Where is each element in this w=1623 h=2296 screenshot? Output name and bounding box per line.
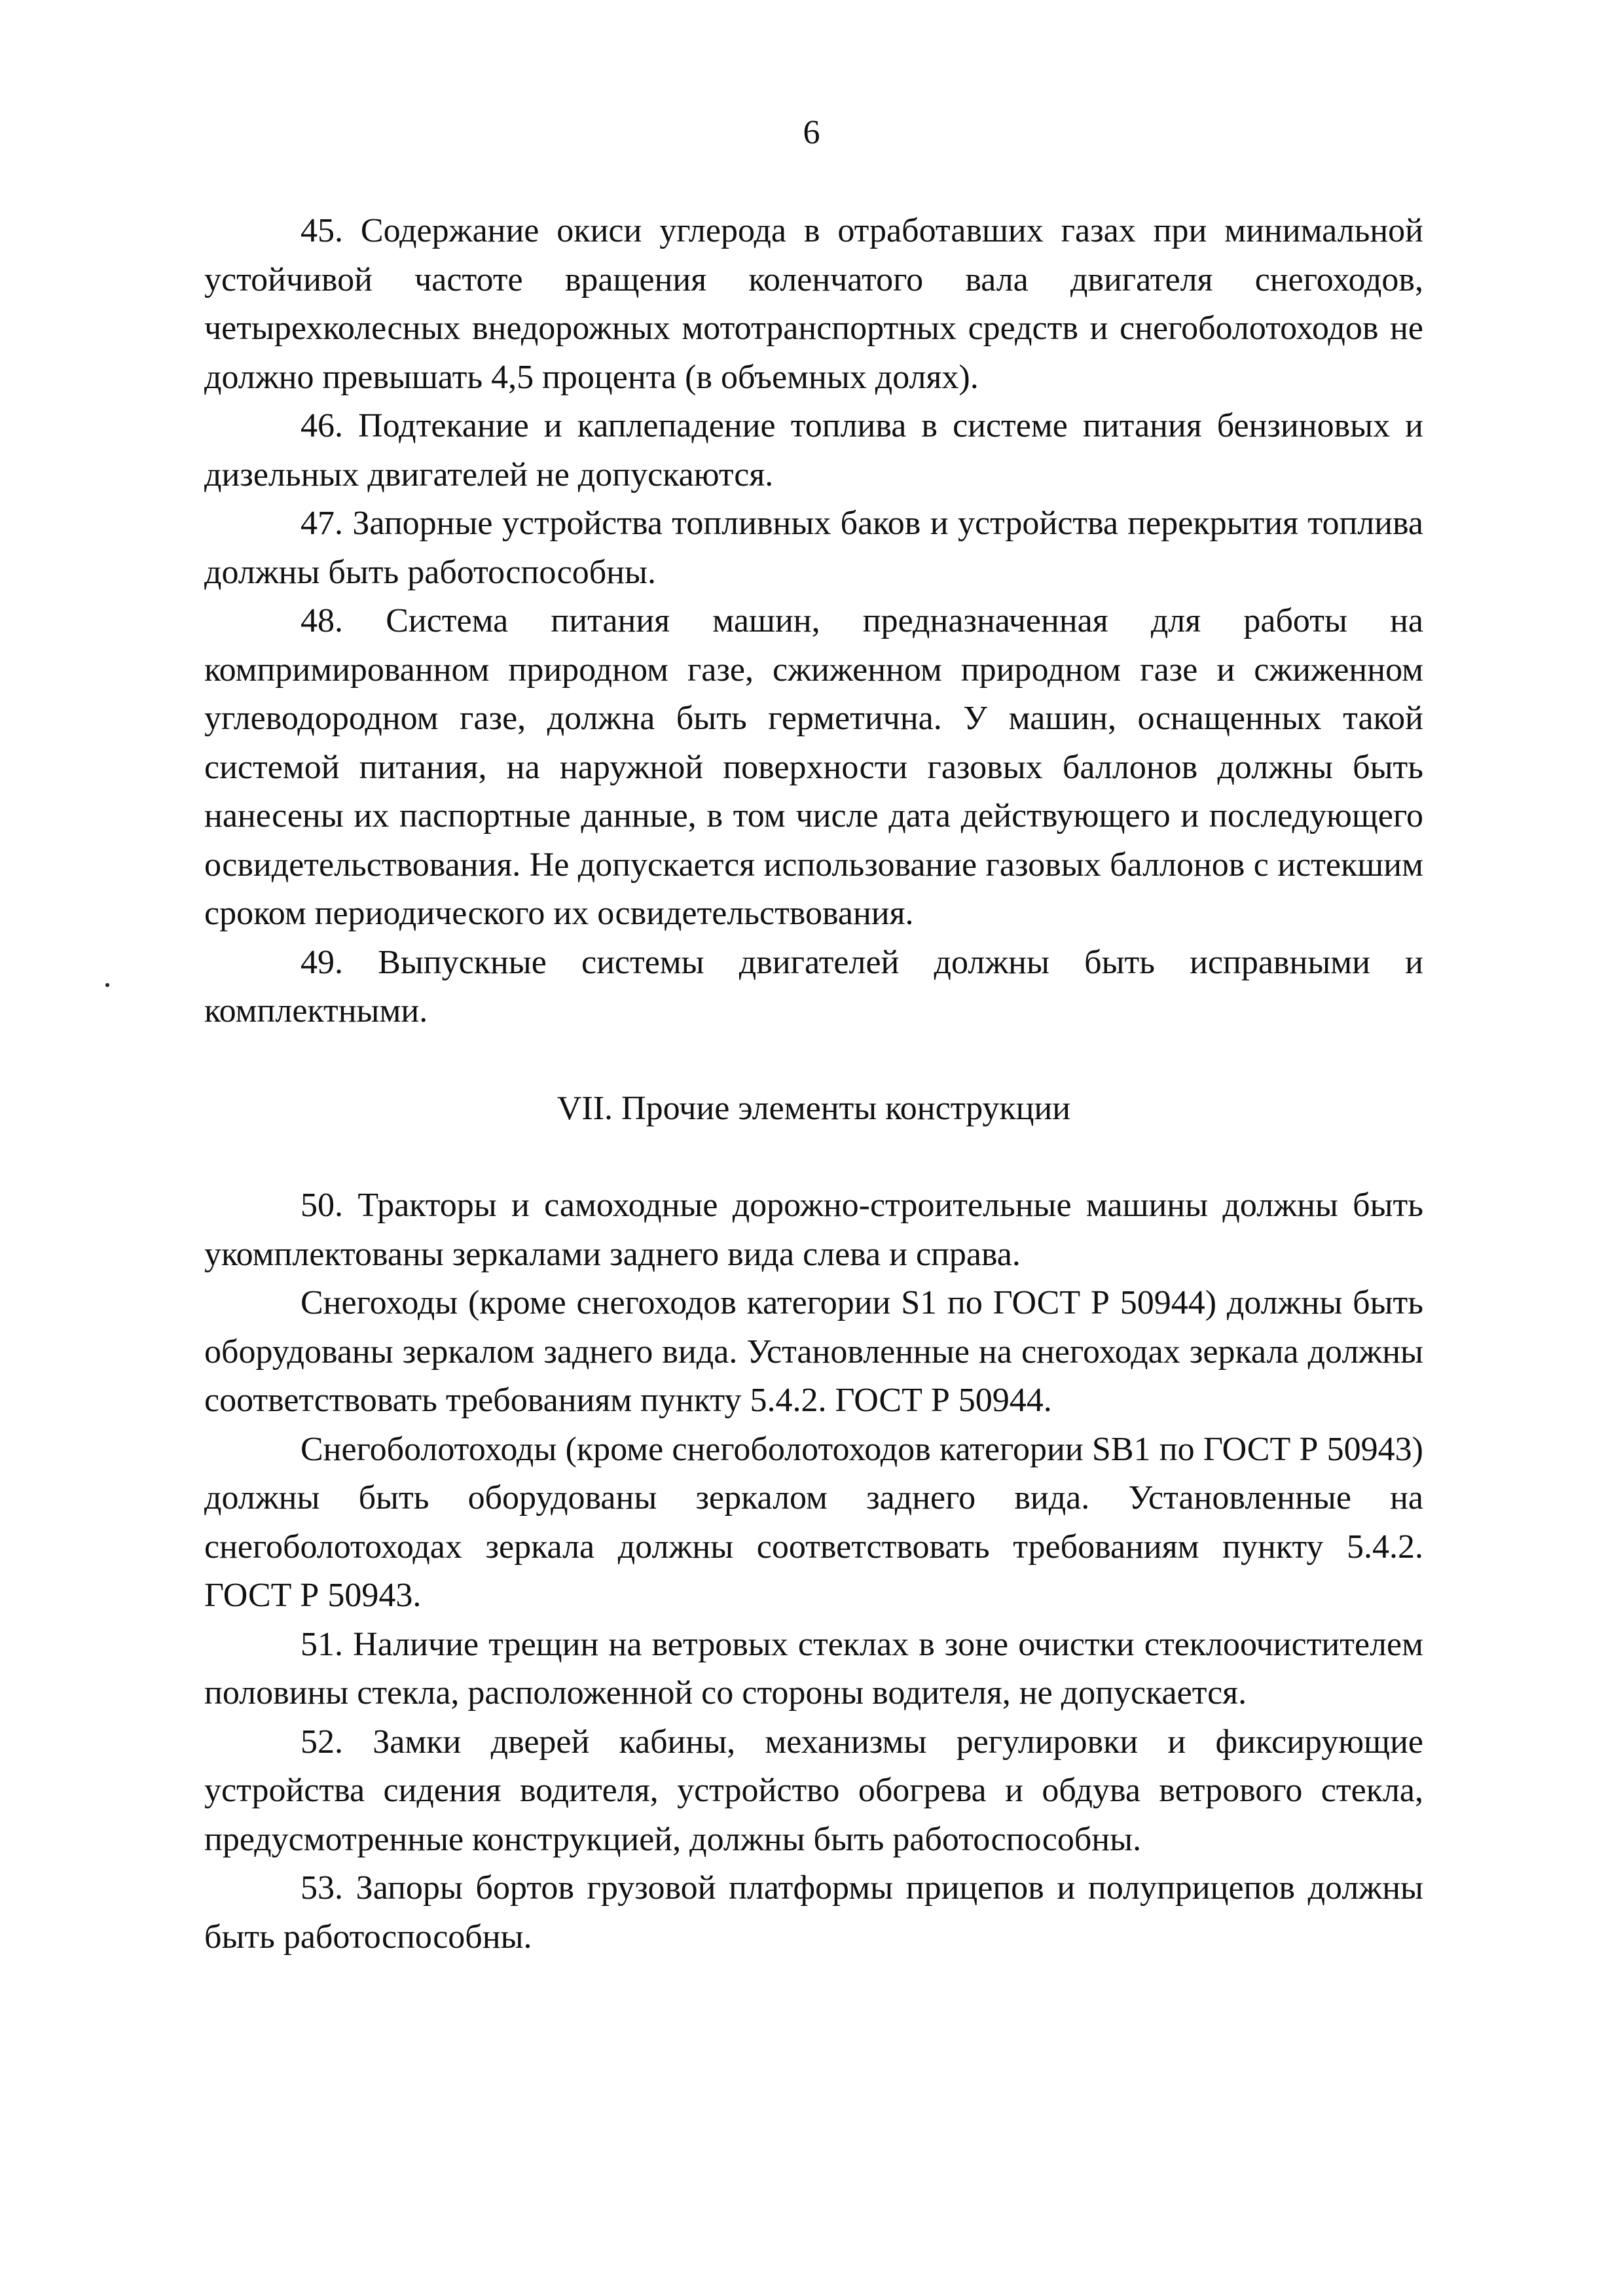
paragraph-50-swamp-vehicles: Снегоболотоходы (кроме снегоболотоходов категории SB1 по ГОСТ Р 50943) должны быть оборудованы зеркалом заднего вида. Установленные на снегоболотоходах зеркала должны соответствовать требованиям пункту 5.4.2. ГОСТ Р 50943. — [204, 1430, 1423, 1614]
section-heading: VII. Прочие элементы конструкции — [556, 1089, 1071, 1127]
paragraph-50: 50. Тракторы и самоходные дорожно-строительные машины должны быть укомплектованы зеркалами заднего вида слева и справа. — [204, 1187, 1423, 1273]
paragraph-49: 49. Выпускные системы двигателей должны быть исправными и комплектными. — [204, 943, 1423, 1030]
paragraph-46: 46. Подтекание и каплепадение топлива в системе питания бензиновых и дизельных двигателей не допускаются. — [204, 407, 1423, 493]
paragraph-51: 51. Наличие трещин на ветровых стеклах в зоне очистки стеклоочистителем половины стекла, расположенной со стороны водителя, не допускается. — [204, 1625, 1423, 1712]
paragraph-48: 48. Система питания машин, предназначенная для работы на компримированном природном газе, сжиженном природном газе и сжиженном углеводородном газе, должна быть герметична. У машин, оснащенных такой системой питания, на наружной поверхности газовых баллонов должны быть нанесены их паспортные данные, в том числе дата действующего и последующего освидетельствования. Не допускается использование газовых баллонов с истекшим сроком периодического их освидетельствования. — [204, 602, 1423, 932]
paragraph-50-snowmobiles: Снегоходы (кроме снегоходов категории S1 по ГОСТ Р 50944) должны быть оборудованы зеркалом заднего вида. Установленные на снегоходах зеркала должны соответствовать требованиям пункту 5.4.2. ГОСТ Р 50944. — [204, 1284, 1423, 1419]
paragraph-47: 47. Запорные устройства топливных баков и устройства перекрытия топлива должны быть работоспособны. — [204, 505, 1423, 591]
paragraph-53: 53. Запоры бортов грузовой платформы прицепов и полуприцепов должны быть работоспособны. — [204, 1869, 1423, 1956]
paragraph-52: 52. Замки дверей кабины, механизмы регулировки и фиксирующие устройства сидения водителя, устройство обогрева и обдува ветрового стекла, предусмотренные конструкцией, должны быть работоспособны. — [204, 1723, 1423, 1858]
page-number: 6 — [803, 114, 820, 151]
document-body — [204, 207, 1423, 1962]
paragraph-45: 45. Содержание окиси углерода в отработавших газах при минимальной устойчивой частоте вращения коленчатого вала двигателя снегоходов, четырехколесных внедорожных мототранспортных средств и снегоболотоходов не должно превышать 4,5 процента (в объемных долях). — [204, 212, 1423, 396]
scan-speck — [105, 983, 109, 987]
